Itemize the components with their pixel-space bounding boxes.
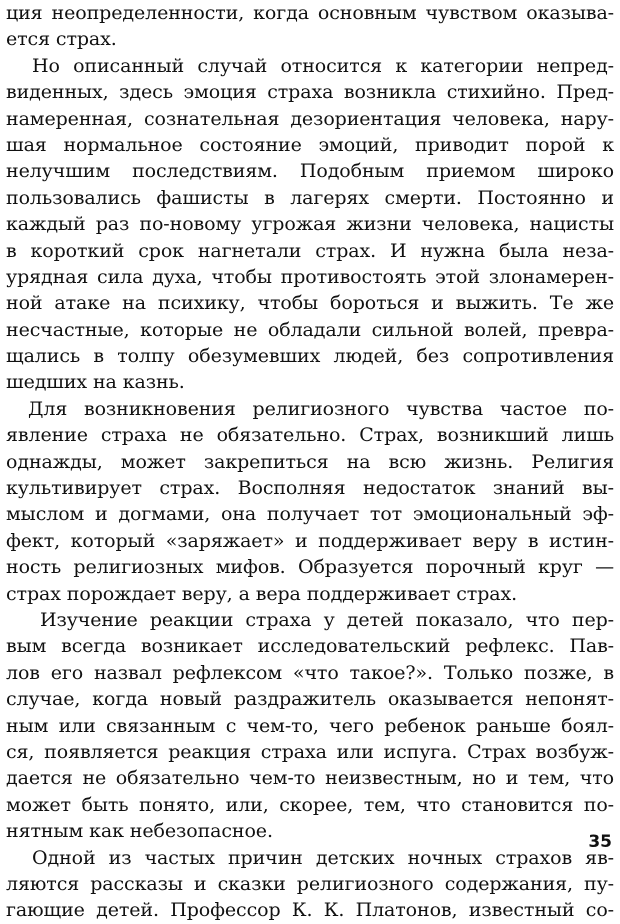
text-line: нятным как небезопасное.: [6, 820, 273, 843]
text-line: случае, когда новый раздражитель оказывается непонят-: [6, 688, 614, 711]
text-line: Одной из частых причин детских ночных страхов яв-: [32, 846, 614, 869]
text-line: может быть понято, или, скорее, тем, что становится по-: [6, 793, 614, 816]
text-line: несчастные, которые не обладали сильной волей, превра-: [6, 318, 614, 341]
text-line: в короткий срок нагнетали страх. И нужна была неза-: [6, 239, 614, 262]
text-line: ной атаке на психику, чтобы бороться и выжить. Те же: [6, 292, 614, 315]
text-line: виденных, здесь эмоция страха возникла стихийно. Пред-: [6, 81, 614, 104]
text-line: страх порождает веру, а вера поддерживает страх.: [6, 582, 518, 605]
page-number: 35: [588, 832, 612, 852]
text-line: культивирует страх. Восполняя недостаток знаний вы-: [6, 477, 614, 500]
text-line: каждый раз по-новому угрожая жизни человека, нацисты: [6, 213, 614, 236]
text-line: гающие детей. Профессор К. К. Платонов, известный со-: [6, 899, 614, 922]
text-line: ется страх.: [6, 28, 117, 51]
text-line: щались в толпу обезумевших людей, без сопротивления: [6, 345, 614, 368]
text-line: Но описанный случай относится к категории непред-: [32, 54, 614, 77]
text-line: мыслом и догмами, она получает тот эмоциональный эф-: [6, 503, 614, 526]
text-line: пользовались фашисты в лагерях смерти. Постоянно и: [6, 186, 614, 209]
text-line: ным или связанным с чем-то, чего ребенок раньше боял-: [6, 714, 614, 737]
text-line: фект, который «заряжает» и поддерживает веру в истин-: [6, 529, 614, 552]
text-line: явление страха не обязательно. Страх, возникший лишь: [6, 424, 614, 447]
text-line: Для возникновения религиозного чувства частое по-: [28, 397, 614, 420]
text-line: дается не обязательно чем-то неизвестным, но и тем, что: [6, 767, 614, 790]
text-line: шая нормальное состояние эмоций, приводит порой к: [6, 133, 614, 156]
text-line: намеренная, сознательная дезориентация человека, нару-: [6, 107, 614, 130]
text-line: лов его назвал рефлексом «что такое?». Только позже, в: [6, 661, 614, 684]
text-line: Изучение реакции страха у детей показало, что пер-: [40, 608, 614, 631]
text-line: ся, появляется реакция страха или испуга. Страх возбуж-: [6, 740, 614, 763]
text-line: ция неопределенности, когда основным чувством оказыва-: [6, 2, 614, 24]
text-line: урядная сила духа, чтобы противостоять этой злонамерен-: [6, 265, 614, 288]
text-line: вым всегда возникает исследовательский рефлекс. Пав-: [6, 635, 614, 658]
text-line: шедших на казнь.: [6, 371, 185, 394]
text-line: ность религиозных мифов. Образуется порочный круг —: [6, 556, 614, 579]
text-line: ляются рассказы и сказки религиозного содержания, пу-: [6, 872, 614, 895]
text-line: однажды, может закрепиться на всю жизнь. Религия: [6, 450, 614, 473]
text-line: нелучшим последствиям. Подобным приемом широко: [6, 160, 614, 183]
body-text: [6, 0, 614, 924]
